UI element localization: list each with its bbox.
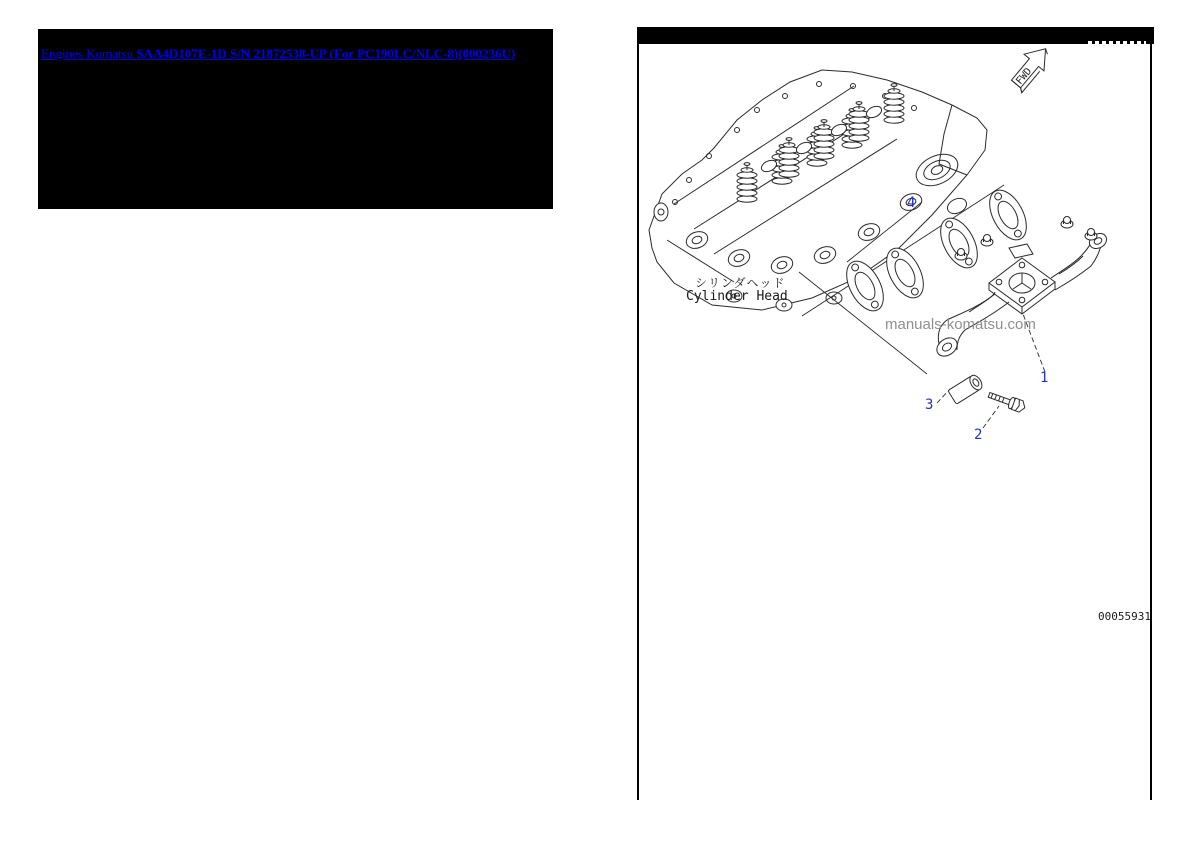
redacted-header-block xyxy=(38,29,553,209)
callout-3[interactable]: 3 xyxy=(925,397,934,413)
callout-1[interactable]: 1 xyxy=(1040,370,1049,386)
spacer-drawing xyxy=(948,373,984,404)
watermark: manuals-komatsu.com xyxy=(885,316,1036,333)
bolt-drawing xyxy=(987,389,1027,413)
engine-link-model: SAA4D107E-1D S/N 21872538-UP (For PC190LC/NLC-8)(000236U) xyxy=(136,46,516,61)
engine-link-prefix: Engines Komatsu xyxy=(41,46,137,61)
callout-2[interactable]: 2 xyxy=(974,427,983,443)
fwd-arrow-icon xyxy=(1004,44,1055,95)
cylinder-head-label-jp: シリンダヘッド xyxy=(695,276,786,290)
fwd-arrow-label: FWD xyxy=(1014,66,1035,87)
diagram-panel xyxy=(637,27,1152,800)
engine-model-link[interactable] xyxy=(41,46,515,62)
parts-diagram xyxy=(639,44,1154,800)
top-redaction-bar xyxy=(637,27,1154,44)
callout-4[interactable]: 4 xyxy=(907,195,916,211)
cylinder-head-label-en: Cylinder Head xyxy=(686,289,788,304)
doc-number: 00055931 xyxy=(1098,610,1151,623)
